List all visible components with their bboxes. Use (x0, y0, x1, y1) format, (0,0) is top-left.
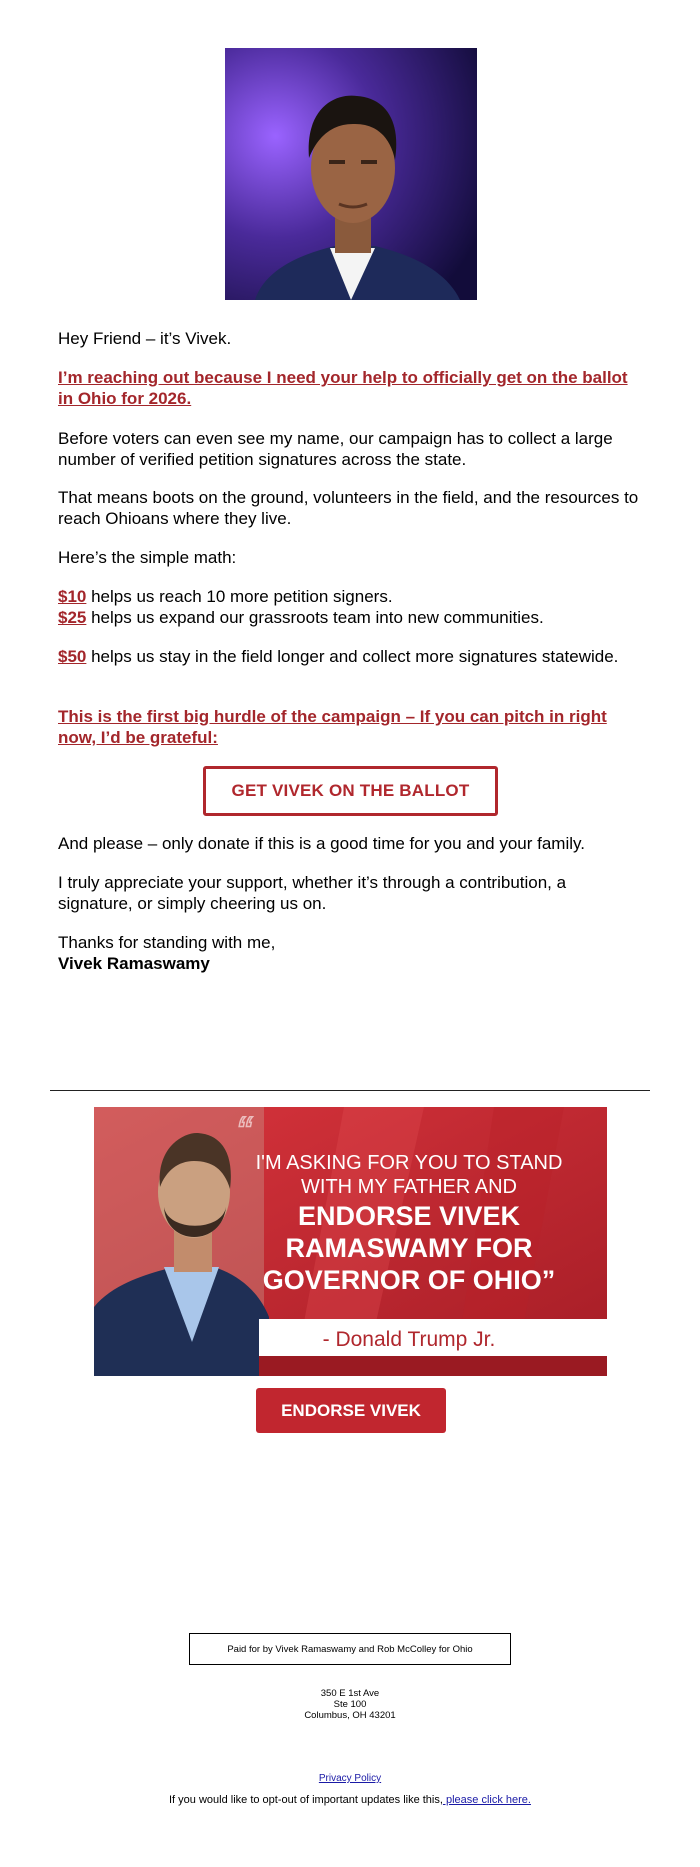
paragraph-petition: Before voters can even see my name, our campaign has to collect a large number of verified petition signatures across the state. (58, 429, 613, 469)
paragraph-donate-note: And please – only donate if this is a good time for you and your family. (58, 834, 585, 853)
optout-line: If you would like to opt-out of important updates like this, please click here. (169, 1794, 531, 1806)
amount-line-50: $50 helps us stay in the field longer and collect more signatures statewide. (58, 647, 619, 666)
banner-line5: GOVERNOR OF OHIO” (262, 1265, 556, 1295)
hero-portrait (225, 48, 477, 300)
greeting: Hey Friend – it’s Vivek. (58, 329, 232, 348)
address-line3: Columbus, OH 43201 (304, 1710, 396, 1721)
hurdle-link[interactable]: This is the first big hurdle of the campaign – If you can pitch in right now, I’d be grateful: (58, 707, 607, 747)
amount-link-50[interactable]: $50 (58, 647, 87, 666)
divider (50, 1090, 650, 1091)
privacy-policy-link[interactable]: Privacy Policy (318, 1773, 382, 1784)
optout-link[interactable]: please click here. (442, 1794, 531, 1806)
banner-line4: RAMASWAMY FOR (285, 1233, 533, 1263)
quote-mark-icon: “ (236, 1108, 251, 1157)
paragraph-appreciation: I truly appreciate your support, whether it’s through a contribution, a signature, or simply cheering us on. (58, 873, 567, 913)
amount-line-10: $10 helps us reach 10 more petition signers. $25 helps us expand our grassroots team into new communities. (58, 587, 544, 627)
endorsement-banner[interactable] (94, 1107, 607, 1376)
endorse-vivek-button[interactable]: ENDORSE VIVEK (256, 1388, 446, 1433)
banner-attribution: - Donald Trump Jr. (322, 1328, 496, 1351)
get-on-ballot-button[interactable]: GET VIVEK ON THE BALLOT (203, 766, 498, 816)
paid-for-box: Paid for by Vivek Ramaswamy and Rob McColley for Ohio (189, 1633, 511, 1665)
amount-link-25[interactable]: $25 (58, 608, 87, 627)
address-line1: 350 E 1st Ave (320, 1688, 380, 1699)
address-line2: Ste 100 (333, 1699, 367, 1710)
paragraph-boots: That means boots on the ground, volunteers in the field, and the resources to reach Ohioans where they live. (58, 488, 639, 528)
banner-line2: WITH MY FATHER AND (301, 1176, 517, 1198)
banner-line3: ENDORSE VIVEK (297, 1201, 521, 1231)
signature: Vivek Ramaswamy (58, 954, 210, 973)
amount-link-10[interactable]: $10 (58, 587, 87, 606)
paragraph-math: Here’s the simple math: (58, 548, 237, 567)
banner-line1: I'M ASKING FOR YOU TO STAND (255, 1152, 563, 1174)
signoff: Thanks for standing with me, (58, 933, 276, 952)
intro-link[interactable]: I’m reaching out because I need your help to officially get on the ballot in Ohio for 2026. (58, 368, 628, 408)
